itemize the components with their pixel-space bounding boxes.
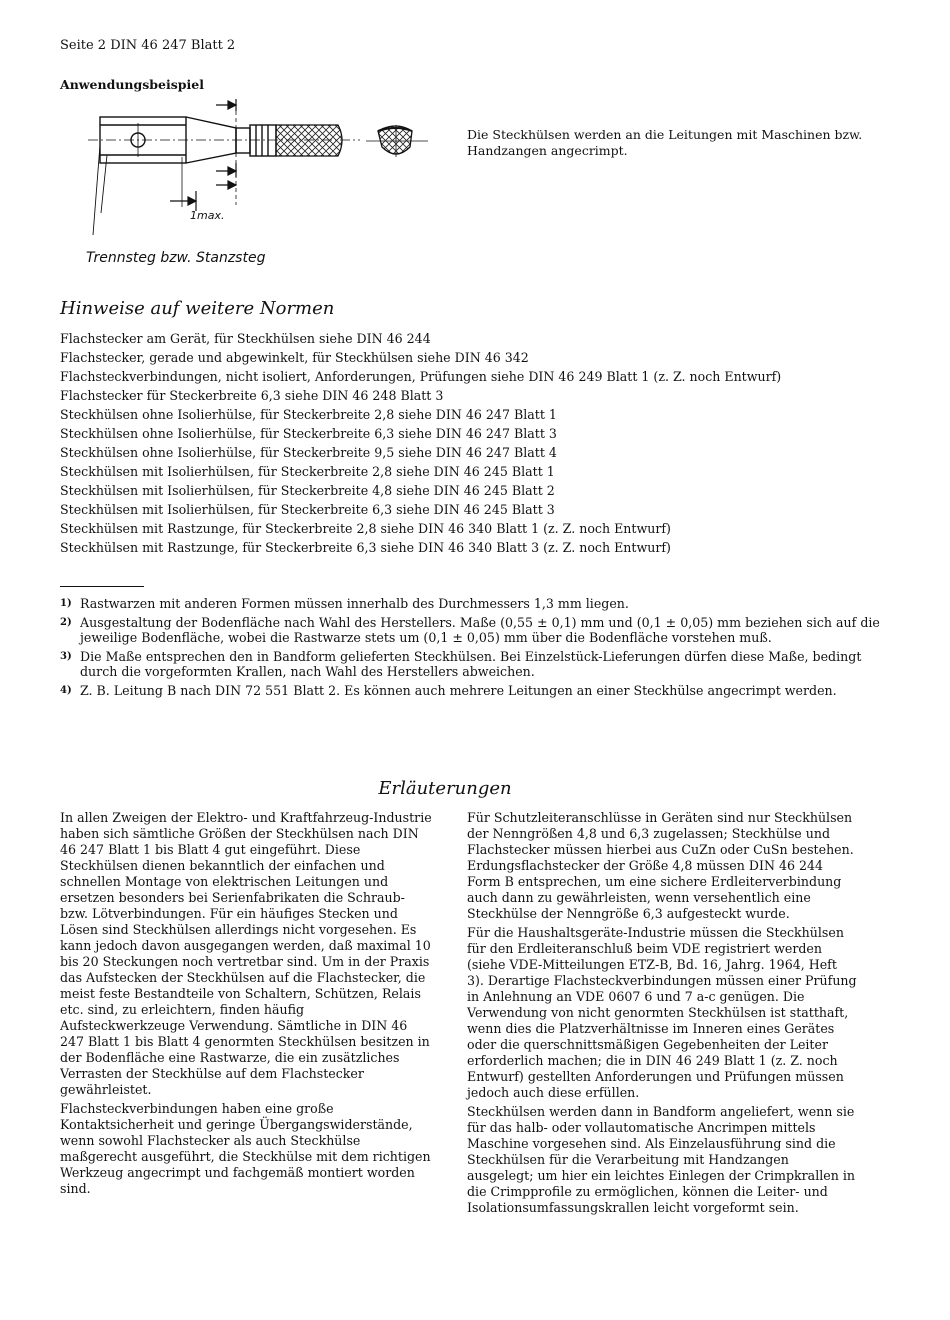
footnote-divider bbox=[60, 586, 144, 587]
paragraph: Für die Haushaltsgeräte-Industrie müssen die Steckhülsen für den Erdleiteranschluß beim VDE registriert werden (siehe VDE-Mitteilungen ETZ-B, Bd. 16, Jahrg. 1964, Heft 3). Derartige Flachsteckverbindungen müssen einer Prüfung in Anlehnung an VDE 0607 6 und 7 a-c genügen. Die Verwendung von nicht genormten Steckhülsen ist statthaft, wenn dies die Platzverhältnisse im Inneren eines Gerätes oder die querschnittsmäßigen Gegebenheiten der Leiter erforderlich machen; die in DIN 46 249 Blatt 1 (z. Z. noch Entwurf) gestellten Anforderungen und Prüfungen müssen jedoch auch diese erfüllen. bbox=[467, 925, 857, 1100]
norm-item: Flachstecker, gerade und abgewinkelt, für Steckhülsen siehe DIN 46 342 bbox=[60, 350, 529, 365]
footnotes bbox=[60, 596, 880, 702]
paragraph: In allen Zweigen der Elektro- und Kraftfahrzeug-Industrie haben sich sämtliche Größen der Steckhülsen nach DIN 46 247 Blatt 1 bis Blatt 4 gut eingeführt. Diese Steckhülsen dienen bekanntlich der einfachen und schnellen Montage von elektrischen Leitungen und ersetzen besonders bei Serienfabrikaten die Schraub- bzw. Lötverbindungen. Für ein häufiges Stecken und Lösen sind Steckhülsen allerdings nicht vorgesehen. Es kann jedoch davon ausgegangen werden, daß maximal 10 bis 20 Steckungen noch vertretbar sind. Um in der Praxis das Aufstecken der Steckhülsen auf die Flachstecker, die meist feste Bestandteile von Schaltern, Schützen, Relais etc. sind, zu erleichtern, finden häufig Aufsteckwerkzeuge Verwendung. Sämtliche in DIN 46 247 Blatt 1 bis Blatt 4 genormten Steckhülsen besitzen in der Bodenfläche eine Rastwarze, die ein zusätzliches Verrasten der Steckhülse auf dem Flachstecker gewährleistet. bbox=[60, 810, 432, 1097]
footnote-text: Die Maße entsprechen den in Bandform gelieferten Steckhülsen. Bei Einzelstück-Lieferungen dürfen diese Maße, bedingt durch die vorgeformten Krallen, nach Wahl des Herstellers abweichen. bbox=[80, 649, 862, 679]
diagram-caption: Trennsteg bzw. Stanzsteg bbox=[86, 250, 266, 266]
norms-list bbox=[60, 329, 781, 557]
norm-item: Steckhülsen ohne Isolierhülse, für Steckerbreite 2,8 siehe DIN 46 247 Blatt 1 bbox=[60, 407, 557, 422]
norm-item: Steckhülsen mit Isolierhülsen, für Steckerbreite 2,8 siehe DIN 46 245 Blatt 1 bbox=[60, 464, 555, 479]
crimp-example-diagram bbox=[60, 95, 440, 270]
paragraph: Für Schutzleiteranschlüsse in Geräten sind nur Steckhülsen der Nenngrößen 4,8 und 6,3 zugelassen; Steckhülse und Flachstecker müssen hierbei aus CuZn oder CuSn bestehen. Erdungsflachstecker der Größe 4,8 müssen DIN 46 244 Form B entsprechen, um eine sichere Erdleiterverbindung auch dann zu gewährleisten, wenn versehentlich eine Steckhülse der Nenngröße 6,3 aufgesteckt wurde. bbox=[467, 810, 854, 921]
lmax-label: 1max. bbox=[190, 209, 225, 222]
norm-item: Steckhülsen mit Isolierhülsen, für Steckerbreite 4,8 siehe DIN 46 245 Blatt 2 bbox=[60, 483, 555, 498]
explanations-right-column bbox=[467, 810, 857, 1219]
footnote bbox=[60, 649, 880, 679]
footnote-number: 3) bbox=[60, 651, 72, 662]
cable-hatched bbox=[276, 125, 342, 156]
crimp-end-view bbox=[366, 125, 428, 157]
footnote-text: Ausgestaltung der Bodenfläche nach Wahl des Herstellers. Maße (0,55 ± 0,1) mm und (0,1 ± 0,05) mm beziehen sich auf die jeweilige Bodenfläche, wobei die Rastwarze stets um (0,1 ± 0,05) mm über die Bodenfläche vorstehen muß. bbox=[80, 615, 880, 645]
paragraph: Steckhülsen werden dann in Bandform angeliefert, wenn sie für das halb- oder vollautomatische Ancrimpen mittels Maschine vorgesehen sind. Als Einzelausführung sind die Steckhülsen für die Verarbeitung mit Handzangen ausgelegt; um hier ein leichtes Einlegen der Crimpkrallen in die Crimpprofile zu ermöglichen, können die Leiter- und Isolationsumfassungskrallen leicht vorgeformt sein. bbox=[467, 1104, 855, 1215]
norms-heading: Hinweise auf weitere Normen bbox=[60, 298, 335, 319]
footnote bbox=[60, 596, 880, 611]
norm-item: Flachstecker am Gerät, für Steckhülsen siehe DIN 46 244 bbox=[60, 331, 431, 346]
footnote-number: 4) bbox=[60, 685, 72, 696]
example-description: Die Steckhülsen werden an die Leitungen mit Maschinen bzw. Handzangen angecrimpt. bbox=[467, 127, 863, 158]
explanations-left-column bbox=[60, 810, 432, 1200]
footnote-text: Rastwarzen mit anderen Formen müssen innerhalb des Durchmessers 1,3 mm liegen. bbox=[80, 596, 629, 611]
norm-item: Steckhülsen mit Rastzunge, für Steckerbreite 6,3 siehe DIN 46 340 Blatt 3 (z. Z. noch Entwurf) bbox=[60, 540, 671, 555]
norm-item: Flachsteckverbindungen, nicht isoliert, Anforderungen, Prüfungen siehe DIN 46 249 Blatt 1 (z. Z. noch Entwurf) bbox=[60, 369, 782, 384]
footnote bbox=[60, 683, 880, 698]
norm-item: Steckhülsen ohne Isolierhülse, für Steckerbreite 6,3 siehe DIN 46 247 Blatt 3 bbox=[60, 426, 557, 441]
example-heading: Anwendungsbeispiel bbox=[60, 77, 204, 92]
page-header: Seite 2 DIN 46 247 Blatt 2 bbox=[60, 38, 236, 53]
norm-item: Steckhülsen mit Rastzunge, für Steckerbreite 2,8 siehe DIN 46 340 Blatt 1 (z. Z. noch Entwurf) bbox=[60, 521, 671, 536]
paragraph: Flachsteckverbindungen haben eine große Kontaktsicherheit und geringe Übergangswiderstände, wenn sowohl Flachstecker als auch Steckhülse maßgerecht ausgeführt, die Steckhülse mit dem richtigen Werkzeug angecrimpt und fachgemäß montiert worden sind. bbox=[60, 1101, 431, 1196]
norm-item: Steckhülsen ohne Isolierhülse, für Steckerbreite 9,5 siehe DIN 46 247 Blatt 4 bbox=[60, 445, 557, 460]
norm-item: Steckhülsen mit Isolierhülsen, für Steckerbreite 6,3 siehe DIN 46 245 Blatt 3 bbox=[60, 502, 555, 517]
footnote-text: Z. B. Leitung B nach DIN 72 551 Blatt 2. Es können auch mehrere Leitungen an einer Steckhülse angecrimpt werden. bbox=[80, 683, 837, 698]
footnote-number: 1) bbox=[60, 598, 72, 609]
footnote-number: 2) bbox=[60, 617, 72, 628]
explanations-heading: Erläuterungen bbox=[378, 778, 512, 799]
norm-item: Flachstecker für Steckerbreite 6,3 siehe DIN 46 248 Blatt 3 bbox=[60, 388, 444, 403]
footnote bbox=[60, 615, 880, 645]
